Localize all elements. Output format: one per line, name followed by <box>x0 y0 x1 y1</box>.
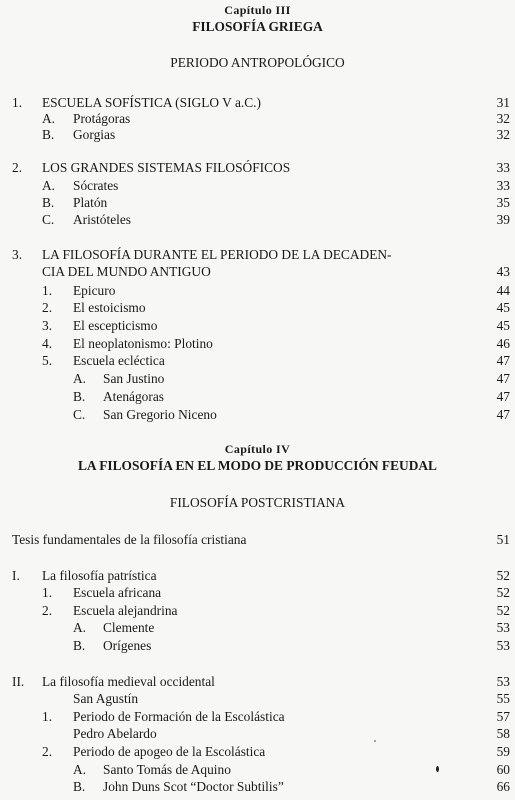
entry-page: 57 <box>496 709 510 724</box>
entry-title: LA FILOSOFÍA DURANTE EL PERIODO DE LA DECADEN- <box>42 247 392 262</box>
entry-number: C. <box>42 212 55 227</box>
entry-number: 2. <box>42 744 53 759</box>
entry-number: B. <box>73 389 86 404</box>
entry-title: El neoplatonismo: Plotino <box>73 336 213 351</box>
entry-title: Clemente <box>103 620 155 635</box>
entry-page: 53 <box>496 674 510 689</box>
entry-number: II. <box>12 674 25 689</box>
chapter-label: Capítulo IV <box>224 442 291 456</box>
entry-number: A. <box>73 620 87 635</box>
entry-title: Orígenes <box>103 638 152 653</box>
entry-number: 3. <box>12 247 23 262</box>
entry-number: 2. <box>42 603 53 618</box>
entry-number: I. <box>12 568 20 583</box>
entry-title: Escuela ecléctica <box>73 353 165 368</box>
entry-page: 53 <box>496 638 510 653</box>
entry-page: 33 <box>496 160 510 175</box>
entry-title: Tesis fundamentales de la filosofía cristiana <box>12 532 247 547</box>
entry-title: Platón <box>73 195 108 210</box>
entry-title: San Justino <box>103 371 165 386</box>
chapter-title: FILOSOFÍA GRIEGA <box>192 19 323 34</box>
entry-page: 55 <box>496 691 510 706</box>
entry-title: Aristóteles <box>73 212 132 227</box>
entry-page: 52 <box>496 568 510 583</box>
entry-page: 32 <box>496 111 510 126</box>
entry-number: 1. <box>42 283 53 298</box>
entry-page: 45 <box>496 318 510 333</box>
section-title: FILOSOFÍA POSTCRISTIANA <box>169 495 346 510</box>
entry-page: 47 <box>496 371 510 386</box>
entry-page: 45 <box>496 300 510 315</box>
entry-page: 39 <box>496 212 510 227</box>
entry-title: LOS GRANDES SISTEMAS FILOSÓFICOS <box>42 160 291 175</box>
entry-page: 53 <box>496 620 510 635</box>
entry-page: 52 <box>496 585 510 600</box>
scan-speck <box>374 740 376 742</box>
entry-title: La filosofía medieval occidental <box>42 674 215 689</box>
entry-number: 1. <box>42 709 53 724</box>
section-title: PERIODO ANTROPOLÓGICO <box>170 55 345 70</box>
entry-page: 32 <box>496 127 510 142</box>
entry-number: 5. <box>42 353 53 368</box>
entry-title: Epicuro <box>73 283 116 298</box>
entry-title: Pedro Abelardo <box>73 726 157 741</box>
entry-title: El estoicismo <box>73 300 146 315</box>
entry-number: 3. <box>42 318 53 333</box>
entry-number: A. <box>42 111 56 126</box>
entry-title: Protágoras <box>73 111 131 126</box>
entry-number: C. <box>73 407 86 422</box>
entry-page: 47 <box>496 353 510 368</box>
entry-page: 60 <box>496 762 510 777</box>
entry-title: Escuela africana <box>73 585 162 600</box>
entry-title: CIA DEL MUNDO ANTIGUO <box>42 264 211 279</box>
entry-title: Periodo de apogeo de la Escolástica <box>73 744 266 759</box>
entry-title: Santo Tomás de Aquino <box>103 762 231 777</box>
entry-title: Sócrates <box>73 178 119 193</box>
entry-title: Atenágoras <box>103 389 164 404</box>
entry-page: 52 <box>496 603 510 618</box>
entry-title: Gorgias <box>73 127 116 142</box>
entry-title: El escepticismo <box>73 318 158 333</box>
entry-number: B. <box>42 195 55 210</box>
entry-page: 43 <box>496 264 510 279</box>
entry-title: La filosofía patrística <box>42 568 157 583</box>
entry-title: San Gregorio Niceno <box>103 407 217 422</box>
entry-title: San Agustín <box>73 691 139 706</box>
entry-number: A. <box>73 762 87 777</box>
entry-page: 46 <box>496 336 510 351</box>
entry-number: 2. <box>42 300 53 315</box>
entry-number: B. <box>42 127 55 142</box>
entry-title: ESCUELA SOFÍSTICA (SIGLO V a.C.) <box>42 95 261 110</box>
entry-number: 4. <box>42 336 53 351</box>
entry-page: 44 <box>496 283 510 298</box>
entry-title: John Duns Scot “Doctor Subtilis” <box>103 779 284 794</box>
entry-page: 35 <box>496 195 510 210</box>
entry-number: 1. <box>42 585 53 600</box>
entry-page: 51 <box>496 532 510 547</box>
chapter-title: LA FILOSOFÍA EN EL MODO DE PRODUCCIÓN FEUDAL <box>78 458 437 473</box>
scan-speck <box>436 766 439 772</box>
entry-title: Periodo de Formación de la Escolástica <box>73 709 285 724</box>
entry-page: 47 <box>496 389 510 404</box>
entry-page: 66 <box>496 779 510 794</box>
entry-number: 1. <box>12 95 23 110</box>
entry-page: 58 <box>496 726 510 741</box>
entry-number: A. <box>73 371 87 386</box>
entry-page: 59 <box>496 744 510 759</box>
entry-number: B. <box>73 638 86 653</box>
entry-page: 31 <box>496 95 510 110</box>
entry-number: B. <box>73 779 86 794</box>
entry-number: 2. <box>12 160 23 175</box>
chapter-label: Capítulo III <box>224 3 291 17</box>
entry-number: A. <box>42 178 56 193</box>
entry-page: 47 <box>496 407 510 422</box>
entry-page: 33 <box>496 178 510 193</box>
entry-title: Escuela alejandrina <box>73 603 178 618</box>
